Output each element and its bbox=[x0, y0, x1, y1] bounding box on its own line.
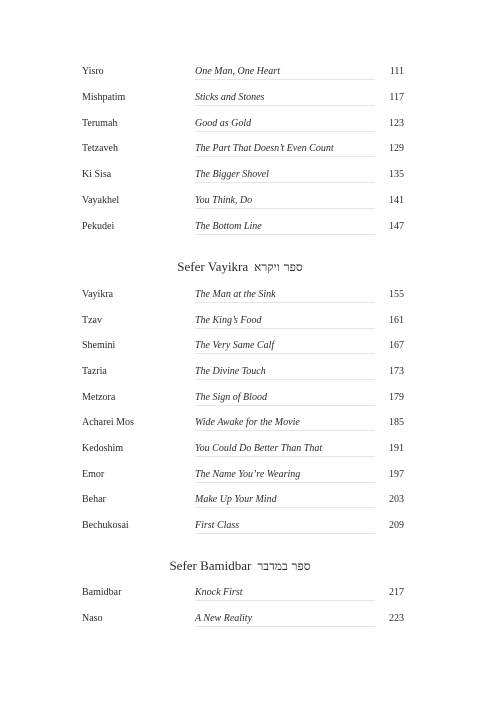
page-number: 135 bbox=[389, 169, 404, 180]
page-number: 223 bbox=[389, 613, 404, 624]
chapter-title: A New Reality bbox=[195, 613, 253, 624]
chapter-title: The Very Same Calf bbox=[195, 340, 275, 351]
section-heading-english: Sefer Bamidbar bbox=[169, 558, 252, 573]
toc-entry bbox=[0, 518, 480, 534]
toc-entry bbox=[0, 611, 480, 627]
chapter-title: The Name You’re Wearing bbox=[195, 469, 301, 480]
toc-entry bbox=[0, 219, 480, 235]
parsha-name: Bamidbar bbox=[82, 587, 122, 598]
chapter-title: Make Up Your Mind bbox=[195, 494, 277, 505]
parsha-name: Bechukosai bbox=[82, 520, 129, 531]
toc-entry bbox=[0, 441, 480, 457]
page-number: 197 bbox=[389, 469, 404, 480]
page-number: 179 bbox=[389, 392, 404, 403]
toc-entry bbox=[0, 193, 480, 209]
parsha-name: Emor bbox=[82, 469, 105, 480]
parsha-name: Ki Sisa bbox=[82, 169, 112, 180]
page-number: 185 bbox=[389, 417, 404, 428]
page-number: 173 bbox=[389, 366, 404, 377]
toc-entry bbox=[0, 90, 480, 106]
chapter-title: Sticks and Stones bbox=[195, 92, 265, 103]
chapter-title: The Man at the Sink bbox=[195, 289, 276, 300]
page-number: 167 bbox=[389, 340, 404, 351]
parsha-name: Metzora bbox=[82, 392, 116, 403]
toc-entry bbox=[0, 313, 480, 329]
page-number: 203 bbox=[389, 494, 404, 505]
page-number: 147 bbox=[389, 221, 404, 232]
toc-entry bbox=[0, 390, 480, 406]
parsha-name: Terumah bbox=[82, 118, 118, 129]
chapter-title: One Man, One Heart bbox=[195, 66, 280, 77]
chapter-title: Good as Gold bbox=[195, 118, 252, 129]
toc-entry bbox=[0, 415, 480, 431]
parsha-name: Behar bbox=[82, 494, 106, 505]
toc-entry bbox=[0, 287, 480, 303]
page-number: 123 bbox=[389, 118, 404, 129]
toc-entry bbox=[0, 467, 480, 483]
chapter-title: The Part That Doesn’t Even Count bbox=[195, 143, 334, 154]
toc-entry bbox=[0, 141, 480, 157]
section-heading bbox=[0, 557, 480, 575]
chapter-title: The Divine Touch bbox=[195, 366, 266, 377]
chapter-title: The King’s Food bbox=[195, 315, 262, 326]
page-number: 217 bbox=[389, 587, 404, 598]
chapter-title: Wide Awake for the Movie bbox=[195, 417, 300, 428]
parsha-name: Pekudei bbox=[82, 221, 115, 232]
toc-entry bbox=[0, 167, 480, 183]
page-number: 155 bbox=[389, 289, 404, 300]
page-number: 191 bbox=[389, 443, 404, 454]
section-heading-hebrew: ספר במדבר bbox=[257, 559, 311, 573]
chapter-title: The Bigger Shovel bbox=[195, 169, 269, 180]
page-number: 161 bbox=[389, 315, 404, 326]
section-heading bbox=[0, 258, 480, 276]
chapter-title: Knock First bbox=[195, 587, 243, 598]
toc-entry bbox=[0, 338, 480, 354]
parsha-name: Tzav bbox=[82, 315, 102, 326]
page-number: 129 bbox=[389, 143, 404, 154]
page-number: 141 bbox=[389, 195, 404, 206]
page-number: 117 bbox=[389, 92, 404, 103]
page-number: 209 bbox=[389, 520, 404, 531]
section-heading-english: Sefer Vayikra bbox=[177, 259, 249, 274]
parsha-name: Vayikra bbox=[82, 289, 114, 300]
toc-entry bbox=[0, 492, 480, 508]
parsha-name: Kedoshim bbox=[82, 443, 124, 454]
parsha-name: Mishpatim bbox=[82, 92, 126, 103]
parsha-name: Naso bbox=[82, 613, 103, 624]
parsha-name: Tetzaveh bbox=[82, 143, 118, 154]
chapter-title: You Could Do Better Than That bbox=[195, 443, 323, 454]
parsha-name: Shemini bbox=[82, 340, 116, 351]
parsha-name: Acharei Mos bbox=[82, 417, 134, 428]
chapter-title: You Think, Do bbox=[195, 195, 253, 206]
chapter-title: First Class bbox=[195, 520, 240, 531]
parsha-name: Vayakhel bbox=[82, 195, 120, 206]
chapter-title: The Sign of Blood bbox=[195, 392, 267, 403]
parsha-name: Tazria bbox=[82, 366, 107, 377]
section-heading-hebrew: ספר ויקרא bbox=[254, 260, 303, 274]
toc-entry bbox=[0, 585, 480, 601]
toc-entry bbox=[0, 364, 480, 380]
toc-entry bbox=[0, 116, 480, 132]
parsha-name: Yisro bbox=[82, 66, 104, 77]
page-number: 111 bbox=[389, 66, 404, 77]
toc-entry bbox=[0, 64, 480, 80]
chapter-title: The Bottom Line bbox=[195, 221, 262, 232]
